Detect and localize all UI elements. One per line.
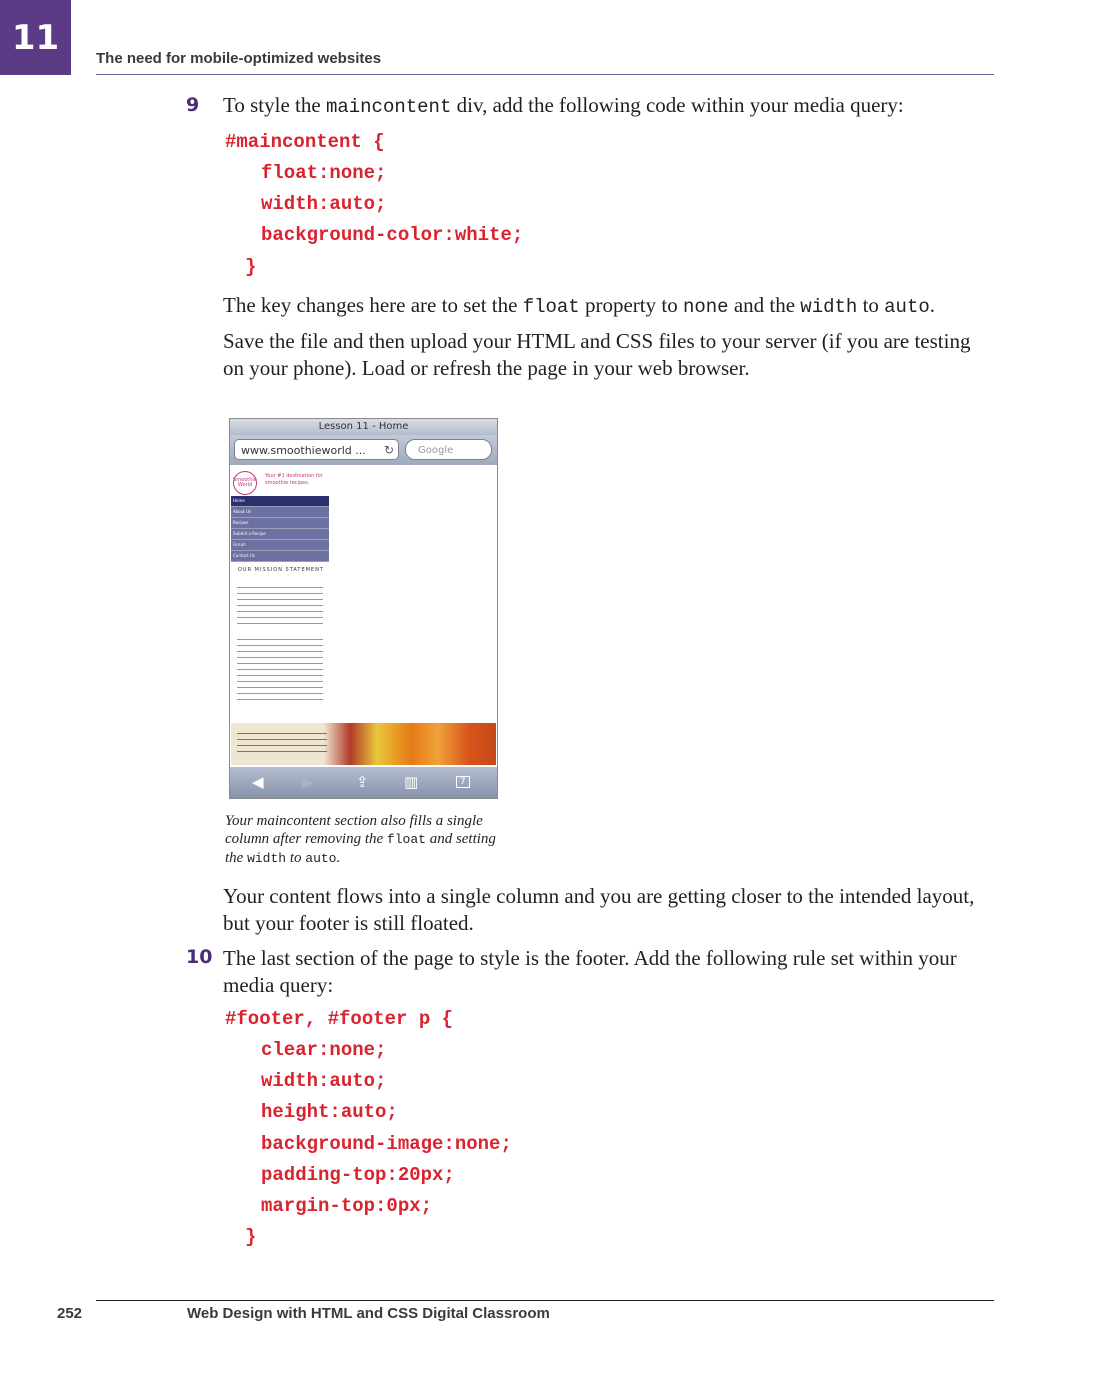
key-changes-paragraph — [223, 292, 995, 321]
url-field — [234, 439, 399, 460]
tab-count: 7 — [460, 777, 466, 787]
code-line: } — [245, 256, 257, 278]
caption-line — [225, 849, 500, 868]
footer-fruit-image — [231, 723, 496, 765]
code-line: height:auto; — [261, 1101, 398, 1123]
footer-rule — [96, 1300, 994, 1301]
text-line: Save the file and then upload your HTML and CSS files to your server (if you are testing — [223, 329, 971, 353]
figure-caption — [225, 812, 500, 868]
text: to — [857, 293, 885, 317]
tabs-icon — [456, 776, 470, 788]
code-line: padding-top:20px; — [261, 1164, 455, 1186]
nav-item: Forum — [231, 540, 329, 551]
text-block — [237, 639, 323, 705]
inline-code: auto — [884, 296, 930, 318]
code-line: background-image:none; — [261, 1133, 512, 1155]
text: the — [225, 850, 248, 866]
running-head: The need for mobile-optimized websites — [96, 50, 382, 67]
step10-instruction — [223, 945, 995, 999]
content-flow-paragraph — [223, 883, 995, 937]
inline-code: float — [522, 296, 580, 318]
text: To style the — [223, 93, 326, 117]
text: and the — [728, 293, 801, 317]
inline-code: width — [800, 296, 858, 318]
url-text: www.smoothieworld ... — [241, 444, 366, 457]
code-line: width:auto; — [261, 1070, 387, 1092]
step9-instruction — [223, 92, 995, 121]
text-block — [237, 587, 323, 629]
bookmarks-icon: ▥ — [404, 773, 419, 791]
footer-text — [237, 733, 327, 757]
mission-heading: OUR MISSION STATEMENT — [238, 567, 324, 573]
caption-line — [225, 830, 500, 849]
site-tagline: Your #1 destination for smoothie recipes. — [265, 473, 323, 486]
share-icon: ⇪ — [356, 773, 369, 791]
code-line: margin-top:0px; — [261, 1195, 433, 1217]
text: . — [336, 850, 341, 866]
nav-item: Contact Us — [231, 551, 329, 562]
chapter-number: 11 — [11, 17, 60, 58]
browser-title: Lesson 11 - Home — [230, 419, 497, 435]
step-number-10: 10 — [186, 946, 213, 968]
forward-icon: ▶ — [302, 773, 314, 791]
inline-code: maincontent — [325, 96, 452, 118]
chapter-tab — [0, 0, 71, 75]
nav-item: Submit a Recipe — [231, 529, 329, 540]
page-number: 252 — [57, 1305, 83, 1322]
site-nav — [231, 496, 329, 562]
logo-text: Smoothie World — [233, 477, 257, 488]
back-icon: ◀ — [252, 773, 264, 791]
text: div, add the following code within your media query: — [451, 93, 904, 117]
search-field: Google — [405, 439, 492, 460]
code-line: #footer, #footer p { — [225, 1008, 454, 1030]
save-paragraph — [223, 328, 995, 382]
nav-item: About Us — [231, 507, 329, 518]
browser-toolbar — [230, 767, 497, 798]
inline-code: auto — [305, 851, 337, 866]
text: . — [929, 293, 936, 317]
header-rule — [96, 74, 994, 75]
nav-item: Home — [231, 496, 329, 507]
code-line: float:none; — [261, 162, 387, 184]
step-number-9: 9 — [186, 94, 200, 116]
book-title: Web Design with HTML and CSS Digital Classroom — [187, 1305, 550, 1322]
code-line: clear:none; — [261, 1039, 387, 1061]
code-line: } — [245, 1226, 257, 1248]
mobile-browser-screenshot — [229, 418, 498, 799]
nav-item: Recipes — [231, 518, 329, 529]
reload-icon: ↻ — [383, 443, 394, 457]
text: and setting — [425, 831, 496, 847]
text-line: media query: — [223, 973, 334, 997]
caption-line: Your maincontent section also fills a single — [225, 813, 483, 829]
address-bar — [230, 435, 497, 465]
text: column after removing the — [225, 831, 387, 847]
inline-code: width — [247, 851, 287, 866]
text-line: on your phone). Load or refresh the page in your web browser. — [223, 356, 750, 380]
code-line: background-color:white; — [261, 224, 524, 246]
text-line: The last section of the page to style is the footer. Add the following rule set within your — [223, 946, 957, 970]
site-logo — [233, 471, 257, 495]
text: The key changes here are to set the — [223, 293, 523, 317]
text: property to — [579, 293, 683, 317]
text: to — [286, 850, 306, 866]
inline-code: none — [682, 296, 729, 318]
code-line: #maincontent { — [225, 131, 385, 153]
code-line: width:auto; — [261, 193, 387, 215]
inline-code: float — [386, 832, 426, 847]
text-line: but your footer is still floated. — [223, 911, 474, 935]
text-line: Your content flows into a single column and you are getting closer to the intended layout, — [223, 884, 975, 908]
